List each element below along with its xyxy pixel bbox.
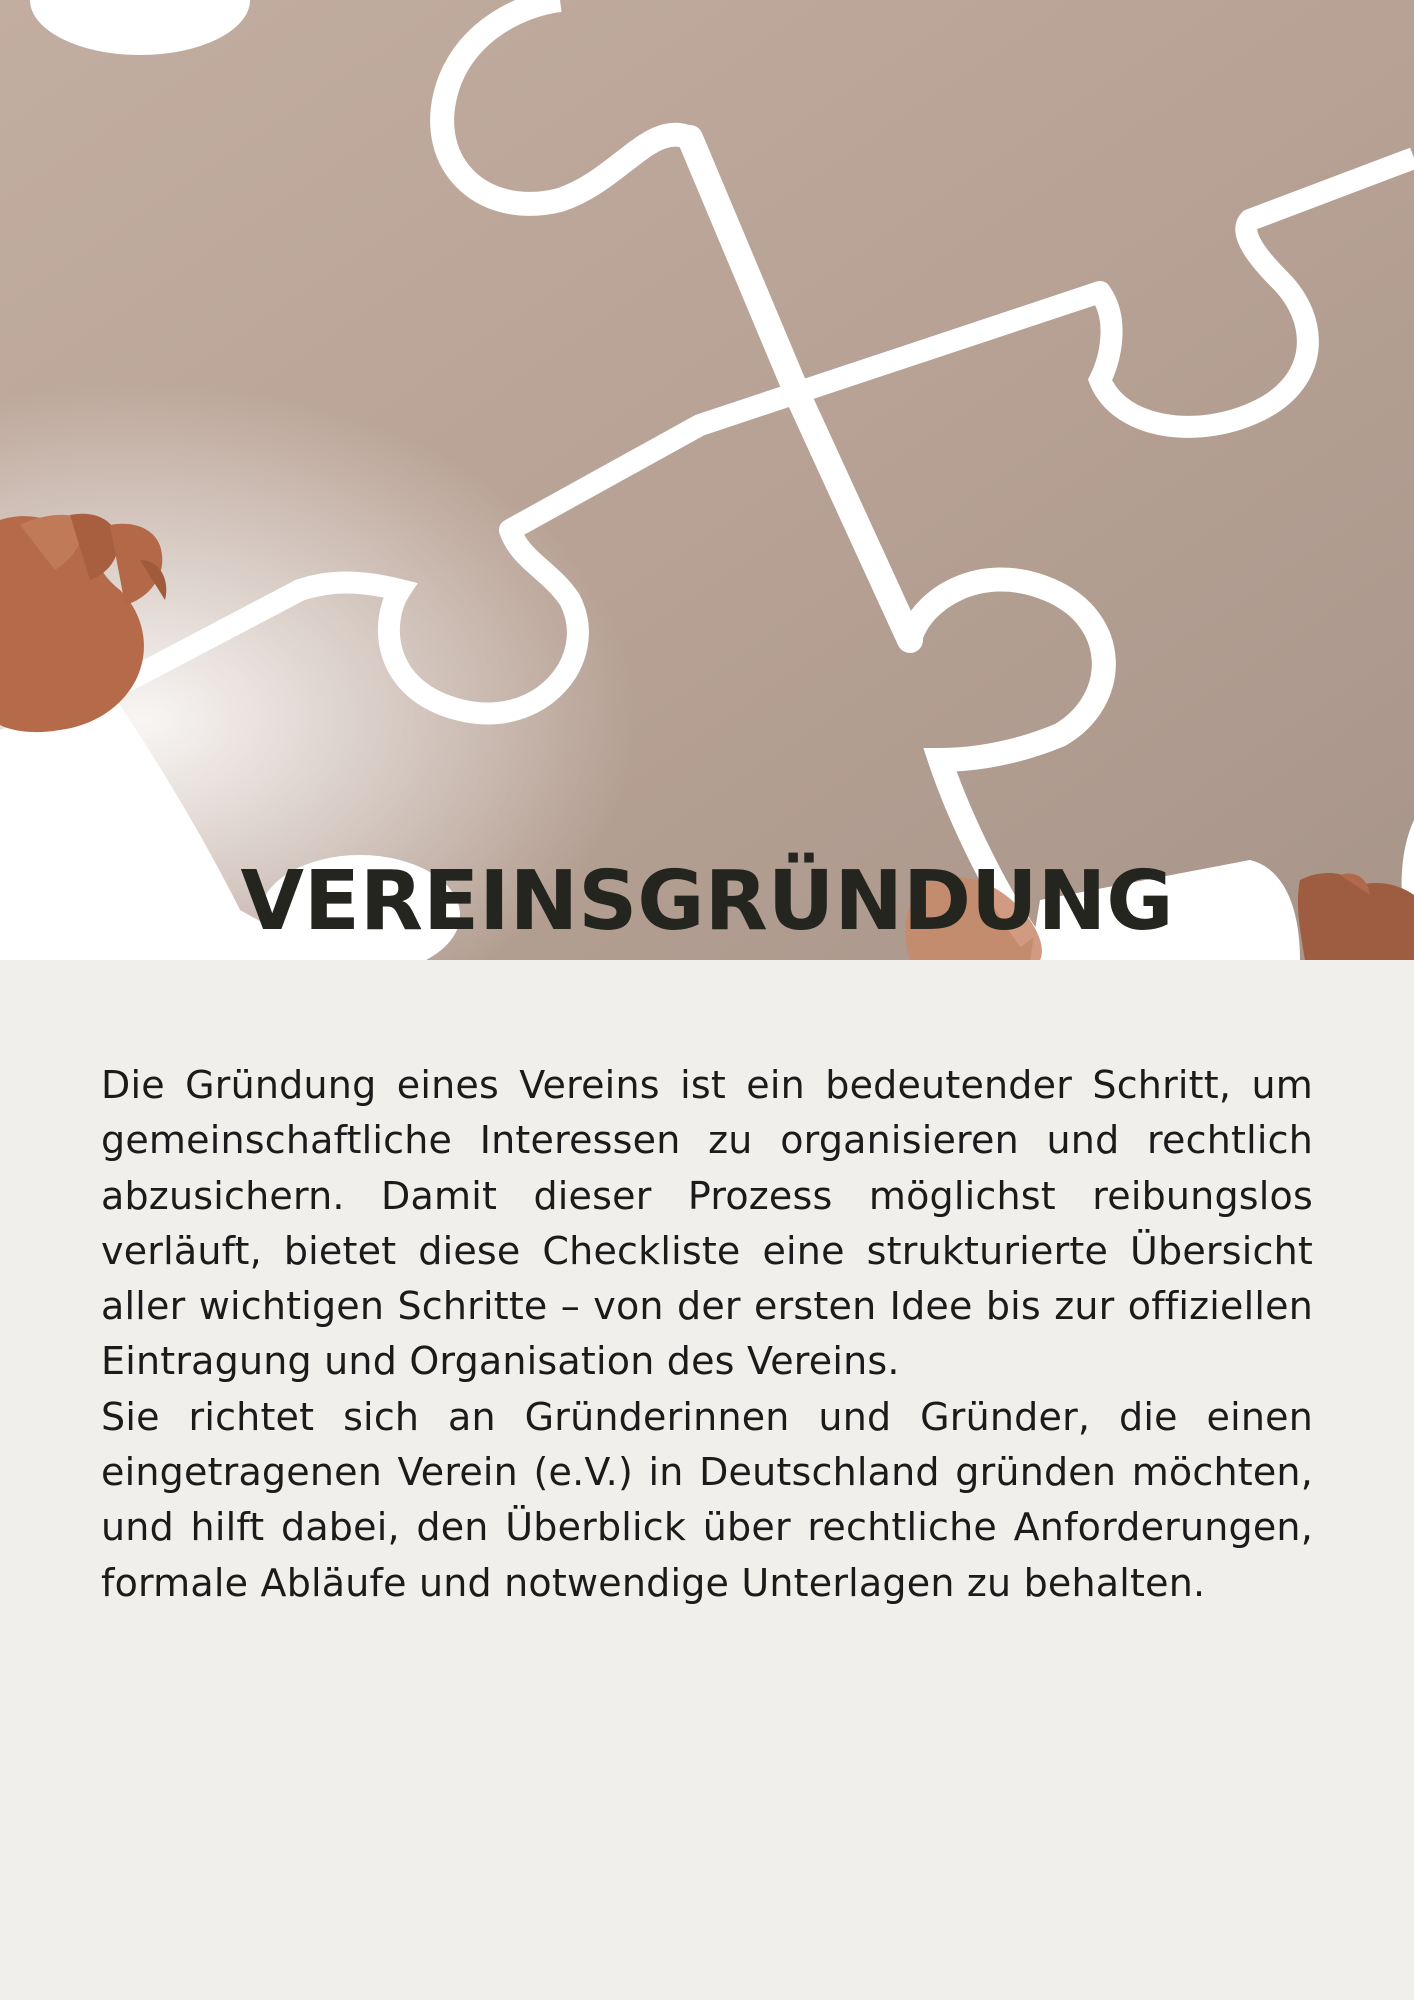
- page-title: VEREINSGRÜNDUNG: [240, 854, 1174, 949]
- intro-text: [101, 1058, 1313, 1611]
- intro-paragraph-1: Die Gründung eines Vereins ist ein bedeutender Schritt, um gemeinschaftliche Interessen zu organisieren und rechtlich abzusichern. Damit dieser Prozess möglichst reibungslos verläuft, bietet diese Checkliste eine strukturierte Übersicht aller wichtigen Schritte – von der ersten Idee bis zur offiziellen Eintragung und Organisation des Vereins.: [101, 1063, 1313, 1384]
- intro-paragraph-2: Sie richtet sich an Gründerinnen und Gründer, die einen eingetragenen Verein (e.V.) in Deutschland gründen möchten, und hilft dabei, den Überblick über rechtliche Anforderungen, formale Abläufe und notwendige Unterlagen zu behalten.: [101, 1394, 1313, 1605]
- hero-photo: [0, 0, 1414, 960]
- puzzle-illustration: [0, 0, 1414, 960]
